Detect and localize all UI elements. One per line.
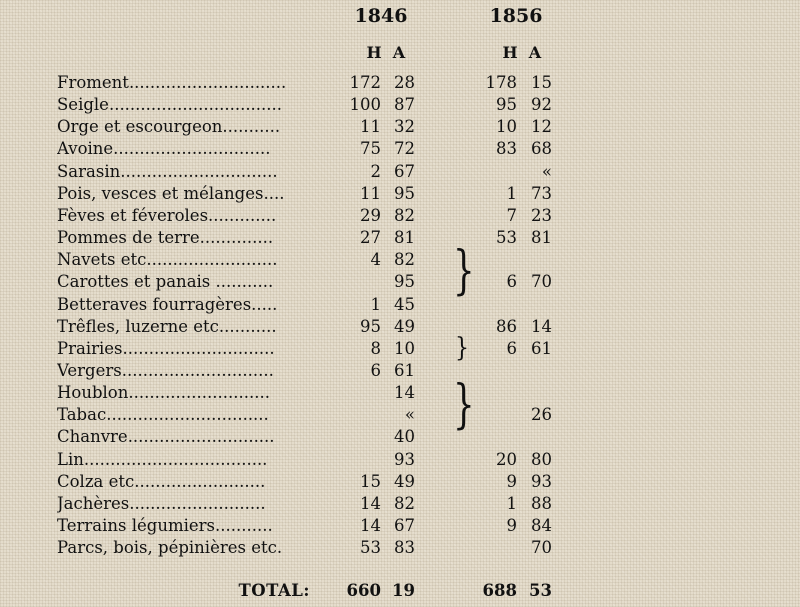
hectares-1856: 86: [496, 316, 517, 336]
ares-1846: 93: [394, 449, 415, 469]
unit-h-1856: H: [502, 43, 518, 62]
crop-label: Houblon...........................: [57, 383, 270, 403]
ares-1846: 87: [394, 95, 415, 115]
hectares-1846: 29: [360, 205, 381, 225]
crop-label: Trêfles, luzerne etc...........: [57, 316, 277, 336]
ares-1856: 92: [531, 95, 552, 115]
table-row: [0, 471, 800, 493]
table-row: [0, 449, 800, 471]
ares-1856: 14: [531, 316, 552, 336]
crop-label: Pois, vesces et mélanges....: [57, 183, 285, 203]
ares-1846: 49: [394, 316, 415, 336]
table-row: [0, 294, 800, 316]
ares-1846: 28: [394, 73, 415, 92]
ares-1846: 45: [394, 294, 415, 314]
hectares-1846: 1: [370, 294, 381, 314]
crop-label: Navets etc.........................: [57, 250, 278, 270]
unit-h-1846: H: [366, 43, 382, 62]
hectares-1856: 53: [496, 228, 517, 247]
ares-1856: 80: [531, 449, 552, 469]
crop-label: Carottes et panais ...........: [57, 272, 274, 292]
hectares-1846: 14: [360, 516, 381, 535]
table-row: [0, 333, 800, 364]
hectares-1856: 6: [506, 272, 517, 292]
crop-label: Jachères..........................: [57, 493, 266, 513]
table-row: [0, 316, 800, 338]
table-row: [0, 426, 800, 448]
crop-label: Seigle.................................: [57, 95, 283, 115]
hectares-1856: 1: [506, 183, 517, 203]
ares-1856: 23: [531, 205, 552, 225]
hectares-1846: 75: [360, 139, 381, 159]
table-row: [0, 227, 800, 249]
table-row: [0, 72, 800, 94]
table-row: [0, 537, 800, 559]
ares-1856: 73: [531, 183, 552, 203]
total-row: [0, 580, 800, 602]
unit-a-1846: A: [392, 43, 406, 62]
crop-label: Parcs, bois, pépinières etc.: [57, 538, 283, 558]
unit-a-1856: A: [528, 43, 542, 62]
ares-1856: 88: [531, 493, 552, 513]
crop-label: Lin...................................: [57, 449, 268, 469]
crop-label: Froment..............................: [57, 73, 287, 92]
hectares-1846: 53: [360, 538, 381, 558]
ares-1856: 70: [531, 538, 552, 558]
table-row: [0, 138, 800, 160]
ares-1846: 67: [394, 516, 415, 535]
ares-1856: 68: [531, 139, 552, 159]
ares-1846: 72: [394, 139, 415, 159]
table-row: [0, 382, 800, 404]
brace-meadows-orchards: }: [455, 333, 469, 364]
crop-label: Terrains légumiers...........: [57, 516, 273, 535]
crop-label: Avoine..............................: [57, 139, 271, 159]
ares-1846: 14: [394, 383, 415, 403]
table-row: [0, 360, 800, 382]
crop-label: Colza etc.........................: [57, 471, 266, 491]
ares-1846: 67: [394, 161, 415, 181]
ares-1856: 70: [531, 272, 552, 292]
table-row: [0, 183, 800, 205]
table-row: [0, 205, 800, 227]
ares-1846: 32: [394, 117, 415, 137]
year-1846-header: 1846: [354, 5, 408, 27]
hectares-1856: 20: [496, 449, 517, 469]
table-row: [0, 271, 800, 293]
hectares-1856: 6: [506, 338, 517, 358]
table-row: [0, 94, 800, 116]
hectares-1856: 9: [506, 516, 517, 535]
total-ares-1846: 19: [392, 581, 415, 600]
ares-1856: 61: [531, 338, 552, 358]
crop-label: Prairies.............................: [57, 338, 275, 358]
hectares-1856: 95: [496, 95, 517, 115]
hectares-1846: 100: [349, 95, 381, 115]
brace-hops-tobacco-hemp: }: [453, 374, 475, 436]
ares-1856: 26: [531, 405, 552, 425]
ares-1846: 61: [394, 360, 415, 380]
hectares-1846: 15: [360, 471, 381, 491]
total-ares-1856: 53: [529, 581, 552, 600]
hectares-1856: 83: [496, 139, 517, 159]
hectares-1846: 27: [360, 228, 381, 247]
ares-1846: 83: [394, 538, 415, 558]
ares-1846: 49: [394, 471, 415, 491]
hectares-1856: 10: [496, 117, 517, 137]
crop-label: Chanvre............................: [57, 427, 275, 447]
table-row: [0, 249, 800, 271]
table-row: [0, 515, 800, 537]
ares-1846: 95: [394, 183, 415, 203]
ares-1856: 81: [531, 228, 552, 247]
hectares-1846: 6: [370, 360, 381, 380]
ares-1846: 10: [394, 338, 415, 358]
total-label: TOTAL:: [238, 581, 310, 600]
year-1856-header: 1856: [489, 5, 543, 27]
ares-1846: 82: [394, 493, 415, 513]
ares-1856: 93: [531, 471, 552, 491]
ares-1856: 12: [531, 117, 552, 137]
crop-label: Vergers.............................: [57, 360, 274, 380]
hectares-1846: 11: [360, 183, 381, 203]
crop-label: Betteraves fourragères.....: [57, 294, 278, 314]
crop-label: Tabac...............................: [57, 405, 269, 425]
hectares-1856: 178: [485, 73, 517, 92]
hectares-1846: 11: [360, 117, 381, 137]
hectares-1846: 14: [360, 493, 381, 513]
ares-1846: 82: [394, 205, 415, 225]
crop-label: Pommes de terre..............: [57, 228, 274, 247]
ares-1856: «: [541, 161, 552, 181]
crop-label: Sarasin..............................: [57, 161, 278, 181]
ares-1846: 81: [394, 228, 415, 247]
hectares-1846: 4: [370, 250, 381, 270]
total-hectares-1846: 660: [346, 581, 381, 600]
table-row: [0, 404, 800, 426]
crop-label: Fèves et féveroles.............: [57, 205, 277, 225]
table-row: [0, 493, 800, 515]
hectares-1846: 172: [349, 73, 381, 92]
ares-1846: 95: [394, 272, 415, 292]
hectares-1846: 95: [360, 316, 381, 336]
total-hectares-1856: 688: [482, 581, 517, 600]
crop-label: Orge et escourgeon...........: [57, 117, 281, 137]
hectares-1846: 2: [370, 161, 381, 181]
hectares-1846: 8: [370, 338, 381, 358]
ares-1846: «: [404, 405, 415, 425]
brace-root-crops: }: [453, 240, 475, 302]
table-row: [0, 116, 800, 138]
table-row: [0, 161, 800, 183]
ares-1856: 15: [531, 73, 552, 92]
hectares-1856: 9: [506, 471, 517, 491]
ares-1856: 84: [531, 516, 552, 535]
ares-1846: 40: [394, 427, 415, 447]
hectares-1856: 7: [506, 205, 517, 225]
ares-1846: 82: [394, 250, 415, 270]
hectares-1856: 1: [506, 493, 517, 513]
